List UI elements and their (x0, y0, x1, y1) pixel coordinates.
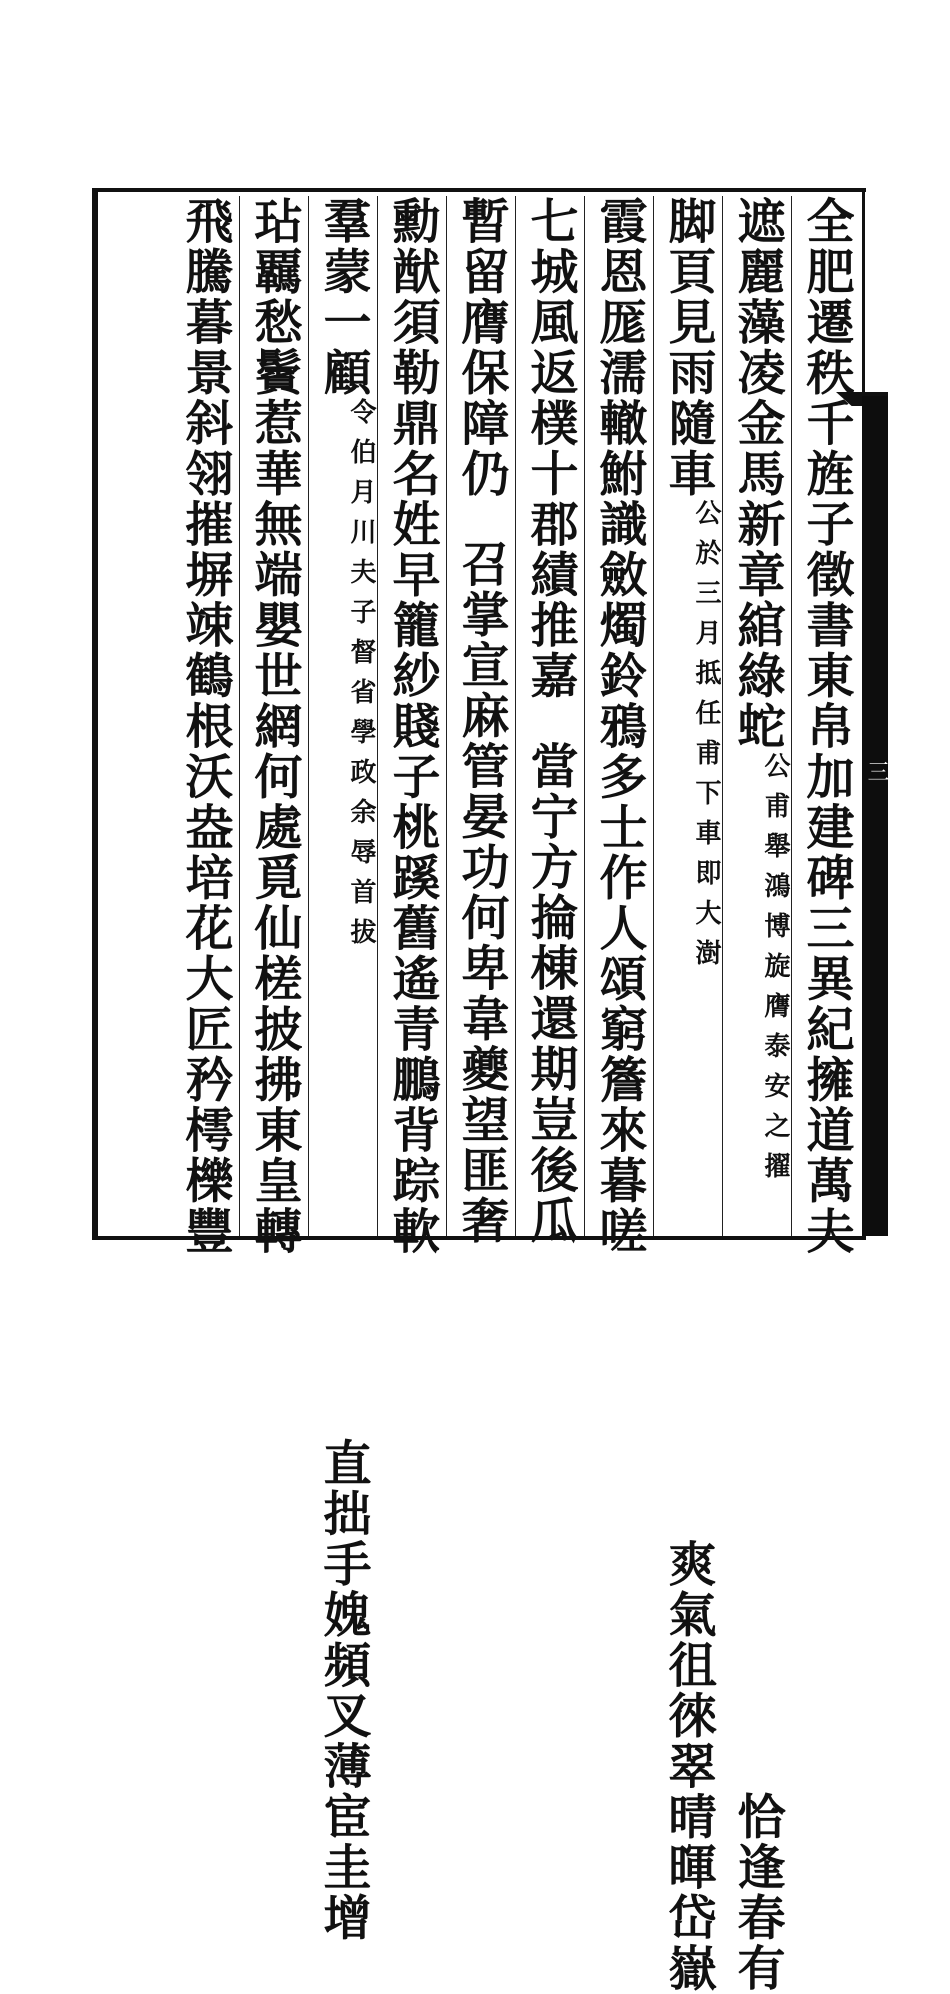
text-column (239, 196, 308, 1257)
block-edge-line (862, 188, 873, 398)
text-column (170, 196, 239, 1257)
honorific-space (550, 701, 551, 741)
main-text: 當宁方掄棟還期豈後瓜 (522, 741, 578, 1246)
annotation-note: 公於三月抵任甫下車即大澍 (691, 499, 721, 979)
banxin-strip (862, 396, 888, 1236)
main-text: 恰逢春有 (729, 1791, 785, 1994)
text-column (446, 196, 515, 1246)
main-text: 全肥遷秩千旌子徵書東帛加建碑三異紀擁道萬夫 (798, 196, 854, 1257)
main-text: 脚頁見雨隨車 (660, 196, 716, 499)
banxin-page-number: 三 (864, 760, 889, 782)
text-column (653, 196, 722, 1994)
main-text: 遮麗藻凌金馬新章綰綠蛇 (729, 196, 785, 752)
main-text: 飛騰暮景斜翎摧塀竦鶴根沃盎培花大匠矜樗櫟豐 (177, 196, 233, 1257)
text-column (515, 196, 584, 1246)
text-column (308, 196, 377, 1943)
text-column (791, 196, 860, 1257)
main-text: 七城風返樸十郡績推嘉 (522, 196, 578, 701)
main-text: 羣蒙一顧 (315, 196, 371, 398)
text-column (377, 196, 446, 1257)
main-text: 爽氣徂徠翠晴暉岱嶽 (660, 1539, 716, 1994)
text-columns (100, 196, 860, 1994)
main-text: 直拙手媿頻叉薄宦圭增 (315, 1438, 371, 1943)
honorific-space (481, 499, 482, 539)
text-column (722, 196, 791, 1994)
main-text: 玷覊愁鬢惹華無端嬰世網何處覓仙槎披拂東皇轉 (246, 196, 302, 1257)
text-column (584, 196, 653, 1257)
main-text: 霞恩厖濡轍鮒識斂燭鈴鴉多士作人頌窮簷來暮嗟 (591, 196, 647, 1257)
main-text: 勳猷須勒鼎名姓早籠紗賤子桃蹊舊遙青鵬背踪軟 (384, 196, 440, 1257)
main-text: 暫留膺保障仍 (453, 196, 509, 499)
annotation-note: 令伯月川夫子督省學政余辱首拔 (346, 398, 376, 958)
main-text: 召掌宣麻管晏功何卑韋夔望匪奢 (453, 539, 509, 1246)
annotation-note: 公甫舉鴻博旋膺泰安之擢 (760, 751, 790, 1192)
